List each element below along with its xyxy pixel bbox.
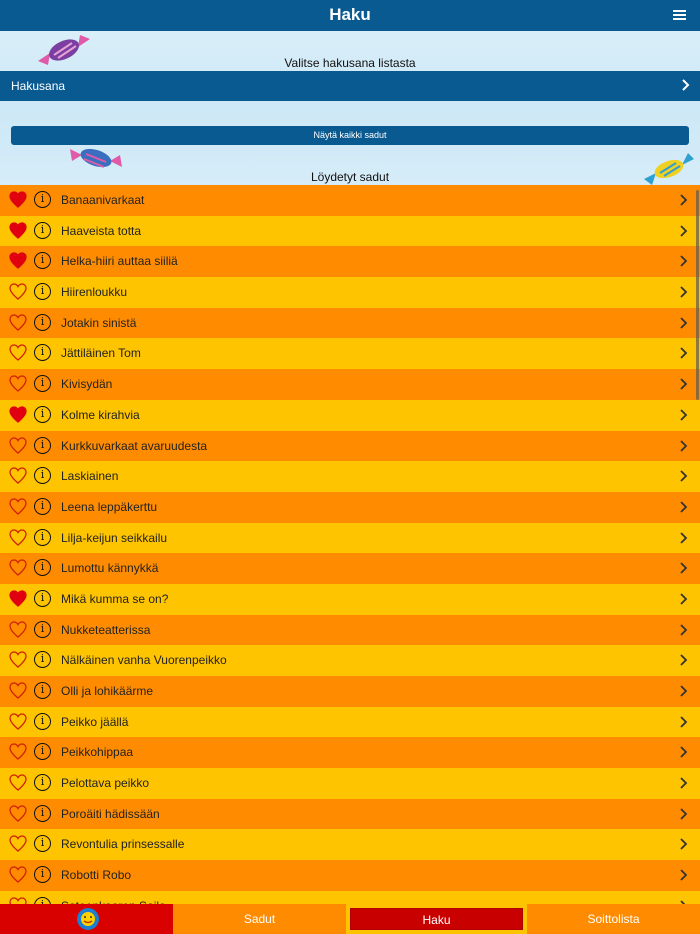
chevron-right-icon <box>680 409 688 421</box>
scrollbar[interactable] <box>696 190 699 400</box>
chevron-right-icon <box>680 808 688 820</box>
heart-filled-icon[interactable] <box>9 222 27 239</box>
chevron-right-icon <box>680 838 688 850</box>
chevron-right-icon <box>680 286 688 298</box>
story-title: Nukketeatterissa <box>61 622 151 637</box>
story-row[interactable] <box>0 216 700 247</box>
story-title: Peikkohippaa <box>61 745 134 760</box>
story-title: Poroäiti hädissään <box>61 806 160 821</box>
story-row[interactable] <box>0 615 700 646</box>
chevron-right-icon <box>680 347 688 359</box>
story-title: Haaveista totta <box>61 223 142 238</box>
story-row[interactable] <box>0 768 700 799</box>
chevron-right-icon <box>680 777 688 789</box>
info-icon[interactable]: i <box>34 498 51 515</box>
heart-outline-icon[interactable] <box>9 682 27 699</box>
candy-icon <box>642 153 696 185</box>
chevron-right-icon <box>680 746 688 758</box>
page-title: Haku <box>329 5 371 24</box>
info-icon[interactable]: i <box>34 529 51 546</box>
story-row[interactable] <box>0 829 700 860</box>
heart-outline-icon[interactable] <box>9 713 27 730</box>
story-row[interactable] <box>0 431 700 462</box>
story-row[interactable] <box>0 246 700 277</box>
heart-filled-icon[interactable] <box>9 252 27 269</box>
info-icon[interactable]: i <box>34 682 51 699</box>
story-row[interactable] <box>0 645 700 676</box>
info-icon[interactable]: i <box>34 283 51 300</box>
tab-soittolista[interactable]: Soittolista <box>527 904 700 934</box>
story-row[interactable] <box>0 707 700 738</box>
chevron-right-icon <box>680 440 688 452</box>
tab-bar <box>0 904 700 934</box>
heart-outline-icon[interactable] <box>9 866 27 883</box>
info-icon[interactable]: i <box>34 743 51 760</box>
heart-filled-icon[interactable] <box>9 191 27 208</box>
story-title: Banaanivarkaat <box>61 193 145 207</box>
info-icon[interactable]: i <box>34 774 51 791</box>
tab-sadut[interactable]: Sadut <box>173 904 346 934</box>
heart-outline-icon[interactable] <box>9 529 27 546</box>
story-row[interactable] <box>0 860 700 891</box>
chevron-right-icon <box>680 593 688 605</box>
story-title: Mikä kumma se on? <box>61 591 169 606</box>
heart-outline-icon[interactable] <box>9 283 27 300</box>
heart-outline-icon[interactable] <box>9 344 27 361</box>
flower-sun-icon <box>71 907 105 931</box>
info-icon[interactable]: i <box>34 467 51 484</box>
chevron-right-icon <box>680 378 688 390</box>
story-title: Robotti Robo <box>61 868 132 883</box>
story-row[interactable] <box>0 584 700 615</box>
story-title: Pelottava peikko <box>61 776 150 791</box>
story-title: Jotakin sinistä <box>61 315 137 330</box>
story-title: Leena leppäkerttu <box>61 499 158 514</box>
story-row[interactable] <box>0 553 700 584</box>
chevron-right-icon <box>680 716 688 728</box>
chevron-right-icon <box>680 869 688 881</box>
story-title: Revontulia prinsessalle <box>61 837 185 852</box>
story-row[interactable] <box>0 369 700 400</box>
info-icon[interactable]: i <box>34 437 51 454</box>
story-title: Lumottu kännykkä <box>61 561 159 576</box>
story-list[interactable] <box>0 185 700 904</box>
story-row[interactable] <box>0 277 700 308</box>
chevron-right-icon <box>680 255 688 267</box>
info-icon[interactable]: i <box>34 344 51 361</box>
heart-outline-icon[interactable] <box>9 437 27 454</box>
heart-outline-icon[interactable] <box>9 835 27 852</box>
story-row[interactable] <box>0 523 700 554</box>
keyword-button-label: Hakusana <box>11 79 66 93</box>
found-stories-label: Löydetyt sadut <box>310 170 390 184</box>
story-title: Laskiainen <box>61 469 119 484</box>
tab-haku-label: Haku <box>350 908 523 930</box>
story-title: Nälkäinen vanha Vuorenpeikko <box>61 653 227 668</box>
info-icon[interactable]: i <box>34 713 51 730</box>
story-row[interactable] <box>0 338 700 369</box>
info-icon[interactable]: i <box>34 314 51 331</box>
chevron-right-icon <box>680 532 688 544</box>
story-title: Kivisydän <box>61 377 113 392</box>
story-title: Olli ja lohikäärme <box>61 684 154 698</box>
heart-outline-icon[interactable] <box>9 805 27 822</box>
title-bar <box>0 0 700 31</box>
heart-outline-icon[interactable] <box>9 375 27 392</box>
heart-outline-icon[interactable] <box>9 651 27 668</box>
info-icon[interactable]: i <box>34 835 51 852</box>
keyword-select-button[interactable] <box>0 71 700 101</box>
story-title: Peikko jäällä <box>61 714 129 729</box>
heart-outline-icon[interactable] <box>9 498 27 515</box>
story-row[interactable] <box>0 799 700 830</box>
info-icon[interactable]: i <box>34 559 51 576</box>
chevron-right-icon <box>682 79 690 91</box>
story-row[interactable] <box>0 492 700 523</box>
story-row[interactable] <box>0 400 700 431</box>
chevron-right-icon <box>680 501 688 513</box>
info-icon[interactable]: i <box>34 805 51 822</box>
info-icon[interactable]: i <box>34 406 51 423</box>
story-title: Jättiläinen Tom <box>61 346 141 361</box>
story-row[interactable] <box>0 185 700 216</box>
chevron-right-icon <box>680 470 688 482</box>
tab-home[interactable] <box>0 904 173 934</box>
heart-outline-icon[interactable] <box>9 314 27 331</box>
show-all-stories-button[interactable]: Näytä kaikki sadut <box>11 126 689 145</box>
heart-outline-icon[interactable] <box>9 467 27 484</box>
story-row[interactable] <box>0 676 700 707</box>
story-row[interactable] <box>0 737 700 768</box>
search-panel <box>0 31 700 185</box>
chevron-right-icon <box>680 624 688 636</box>
chevron-right-icon <box>680 317 688 329</box>
chevron-right-icon <box>680 225 688 237</box>
heart-filled-icon[interactable] <box>9 406 27 423</box>
heart-filled-icon[interactable] <box>9 590 27 607</box>
heart-outline-icon[interactable] <box>9 774 27 791</box>
info-icon[interactable]: i <box>34 191 51 208</box>
chevron-right-icon <box>680 194 688 206</box>
story-title: Kolme kirahvia <box>61 407 140 422</box>
heart-outline-icon[interactable] <box>9 559 27 576</box>
info-icon[interactable]: i <box>34 222 51 239</box>
info-icon[interactable]: i <box>34 651 51 668</box>
info-icon[interactable]: i <box>34 252 51 269</box>
info-icon[interactable]: i <box>34 866 51 883</box>
info-icon[interactable]: i <box>34 375 51 392</box>
chevron-right-icon <box>680 562 688 574</box>
tab-haku[interactable] <box>346 904 527 934</box>
info-icon[interactable]: i <box>34 621 51 638</box>
story-title: Hiirenloukku <box>61 285 128 300</box>
heart-outline-icon[interactable] <box>9 621 27 638</box>
hamburger-menu-icon[interactable] <box>673 10 686 21</box>
story-row[interactable] <box>0 461 700 492</box>
candy-icon <box>68 143 124 173</box>
heart-outline-icon[interactable] <box>9 743 27 760</box>
story-title: Helka-hiiri auttaa siiliä <box>61 254 178 269</box>
chevron-right-icon <box>680 654 688 666</box>
story-title: Lilja-keijun seikkailu <box>61 530 168 545</box>
story-title: Kurkkuvarkaat avaruudesta <box>61 438 208 453</box>
info-icon[interactable]: i <box>34 590 51 607</box>
chevron-right-icon <box>680 685 688 697</box>
story-row[interactable] <box>0 308 700 339</box>
choose-keyword-label: Valitse hakusana listasta <box>284 56 416 70</box>
